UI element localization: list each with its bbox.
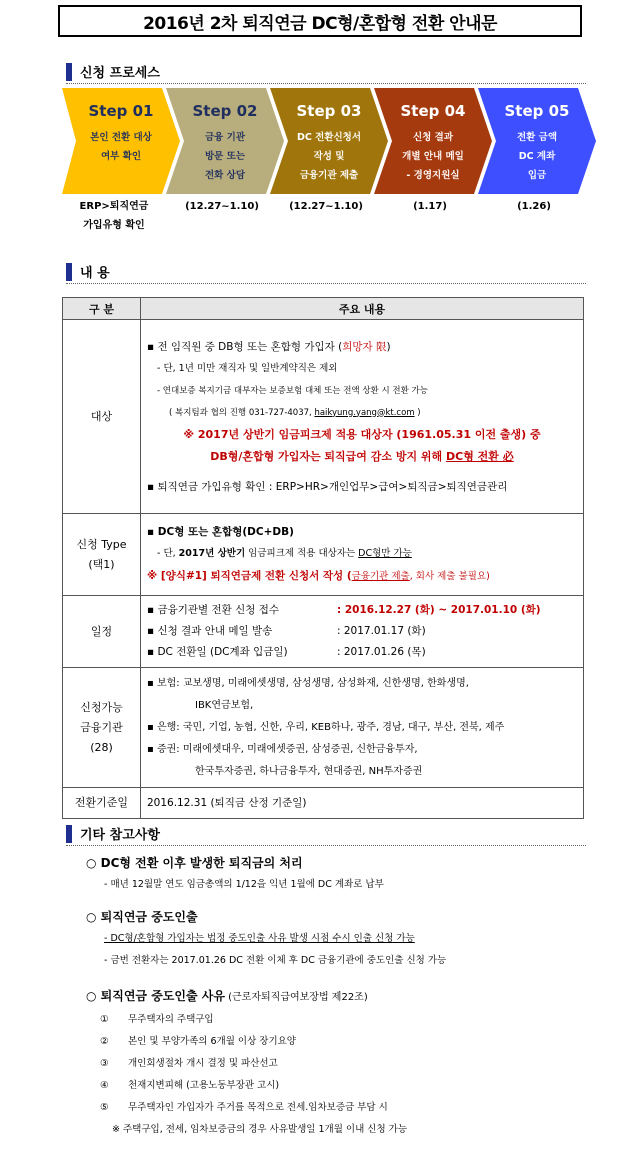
row-category <box>63 668 141 788</box>
text: DC형만 가능 <box>358 548 412 559</box>
text: : 2017.01.26 (목) <box>337 646 426 658</box>
target-line <box>147 336 577 358</box>
section-divider <box>66 845 586 846</box>
step-02-date: (12.27~1.10) <box>185 201 259 212</box>
other-heading-text: 기타 참고사항 <box>80 828 160 843</box>
other-subheading: ○ DC형 전환 이후 발생한 퇴직금의 처리 <box>86 856 303 870</box>
row-content <box>141 668 584 788</box>
schedule-row <box>147 642 577 663</box>
row-content <box>141 596 584 668</box>
other-detail: - 금번 전환자는 2017.01.26 DC 전환 이체 후 DC 금융기관에 중도인출 신청 가능 <box>104 955 447 966</box>
process-heading-text: 신청 프로세스 <box>80 66 160 81</box>
text: 금융기관 <box>80 720 123 734</box>
text: ( 복지팀과 협의 진행 031-727-4037, <box>169 407 315 418</box>
list-number: ④ <box>100 1080 109 1091</box>
list-text: 천재지변피해 (고용노동부장관 고시) <box>128 1080 280 1091</box>
row-content <box>141 320 584 514</box>
heading-bar <box>66 263 72 281</box>
type-note <box>147 543 577 565</box>
highlight-text: 희망자 限 <box>342 340 387 353</box>
row-category: 전환기준일 <box>63 788 141 819</box>
list-number: ① <box>100 1014 109 1025</box>
target-line: ▪ 퇴직연금 가입유형 확인 : ERP>HR>개인업무>급여>퇴직금>퇴직연금관리 <box>147 480 508 493</box>
page-title <box>58 5 582 37</box>
table-row-type <box>63 514 584 596</box>
step-desc: 금융기관 제출 <box>299 170 359 181</box>
other-detail: - 매년 12월말 연도 임금총액의 1/12을 익년 1월에 DC 계좌로 납부 <box>104 879 384 890</box>
text: 금융기관 제출 <box>351 571 410 582</box>
heading-bar <box>66 63 72 81</box>
list-text: 개인회생절차 개시 결정 및 파산선고 <box>128 1058 278 1069</box>
table-header-category: 구 분 <box>63 298 141 320</box>
text: 2017년 상반기 <box>178 548 246 559</box>
list-item <box>86 1075 407 1097</box>
table-row-schedule <box>63 596 584 668</box>
step-desc: 전화 상담 <box>204 170 245 181</box>
target-note: - 연대보증 복지기금 대부자는 보증보험 대체 또는 전액 상환 시 전환 가능 <box>157 385 428 396</box>
section-divider <box>66 283 586 284</box>
list-item <box>86 1009 407 1031</box>
other-detail: - DC형/혼합형 가입자는 법정 중도인출 사유 발생 시점 수시 인출 신청 가능 <box>104 933 415 944</box>
schedule-row <box>147 621 577 642</box>
institution-line: ▪ 증권: 미래에셋대우, 미래에셋증권, 삼성증권, 신한금융투자, <box>147 743 418 755</box>
list-number: ⑤ <box>100 1102 109 1113</box>
list-number: ③ <box>100 1058 109 1069</box>
row-category <box>63 514 141 596</box>
list-item <box>86 1097 407 1119</box>
step-desc: 작성 및 <box>313 151 345 162</box>
text: : 2017.01.17 (화) <box>337 625 426 637</box>
step-desc: 본인 전환 대상 <box>90 132 152 143</box>
row-category: 일정 <box>63 596 141 668</box>
step-desc: 여부 확인 <box>100 151 141 162</box>
step-01-date <box>62 197 166 235</box>
step-desc: 입금 <box>527 170 547 181</box>
step-04 <box>374 88 492 194</box>
other-section-2 <box>86 906 446 972</box>
text: ▪ DC 전환일 (DC계좌 입금일) <box>147 646 288 658</box>
schedule-row <box>147 600 577 621</box>
list-number: ② <box>100 1036 109 1047</box>
page-title-text: 2016년 2차 퇴직연금 DC형/혼합형 전환 안내문 <box>143 13 497 34</box>
table-row-basis <box>63 788 584 819</box>
step-desc: 신청 결과 <box>412 132 453 143</box>
text: (28) <box>90 740 113 754</box>
step-desc: - 경영지원실 <box>406 170 460 181</box>
text: 신청가능 <box>80 700 123 714</box>
content-heading-text: 내 용 <box>80 266 110 281</box>
step-date-line: ERP>퇴직연금 <box>79 201 149 212</box>
step-label: Step 01 <box>88 102 154 120</box>
text: , 회사 제출 불필요) <box>409 571 490 582</box>
table-header-content: 주요 내용 <box>141 298 584 320</box>
step-02 <box>166 88 284 194</box>
content-table <box>62 297 584 819</box>
list-item <box>86 1031 407 1053</box>
list-text: 무주택자의 주택구입 <box>128 1014 214 1025</box>
other-heading <box>66 824 160 843</box>
text: 신청 Type <box>76 537 127 551</box>
process-steps <box>62 88 602 194</box>
step-label: Step 03 <box>296 102 362 120</box>
step-05-date: (1.26) <box>517 201 551 212</box>
text: ▪ 금융기관별 전환 신청 접수 <box>147 604 280 616</box>
other-subheading <box>86 985 407 1009</box>
other-note: ※ 주택구입, 전세, 임차보증금의 경우 사유발생일 1개월 이내 신청 가능 <box>112 1124 408 1135</box>
step-label: Step 04 <box>400 102 466 120</box>
step-04-date: (1.17) <box>413 201 447 212</box>
text: ) <box>414 407 421 418</box>
step-03 <box>270 88 388 194</box>
list-item <box>86 1053 407 1075</box>
institution-line: IBK연금보험, <box>195 699 254 711</box>
step-03-date: (12.27~1.10) <box>289 201 363 212</box>
highlight-text: DC형 전환 必 <box>446 449 514 463</box>
type-warning <box>147 565 577 588</box>
text: (택1) <box>88 557 115 571</box>
table-row-institutions <box>63 668 584 788</box>
step-date-line: 가입유형 확인 <box>83 220 145 231</box>
table-row-target <box>63 320 584 514</box>
text: DB형/혼합형 가입자는 퇴직급여 감소 방지 위해 <box>210 449 447 463</box>
institution-line: 한국투자증권, 하나금융투자, 현대증권, NH투자증권 <box>195 765 423 777</box>
text: (근로자퇴직급여보장법 제22조) <box>224 992 368 1003</box>
target-note: - 단, 1년 미만 재직자 및 일반계약직은 제외 <box>157 362 338 374</box>
text: 임금피크제 적용 대상자는 <box>245 548 359 559</box>
step-desc: DC 전환신청서 <box>296 132 362 143</box>
other-section-3 <box>86 985 407 1141</box>
text: - 단, <box>157 548 179 559</box>
institution-line: ▪ 보험: 교보생명, 미래에셋생명, 삼성생명, 삼성화재, 신한생명, 한화생명, <box>147 677 469 689</box>
step-label: Step 02 <box>192 102 258 120</box>
row-content <box>141 514 584 596</box>
text: ▪ 신청 결과 안내 메일 발송 <box>147 625 273 637</box>
text: : 2016.12.27 (화) ~ 2017.01.10 (화) <box>337 604 541 616</box>
row-category: 대상 <box>63 320 141 514</box>
type-line: ▪ DC형 또는 혼합형(DC+DB) <box>147 526 294 538</box>
text: ○ 퇴직연금 중도인출 사유 <box>86 989 225 1003</box>
step-desc: 개별 안내 메일 <box>402 151 464 162</box>
step-05 <box>478 88 596 194</box>
heading-bar <box>66 825 72 843</box>
other-section-1 <box>86 852 384 896</box>
process-heading <box>66 62 160 81</box>
target-contact <box>147 402 577 424</box>
text: ) <box>386 340 391 353</box>
step-desc: 방문 또는 <box>204 151 245 162</box>
step-desc: 전환 금액 <box>516 132 557 143</box>
section-divider <box>66 83 586 84</box>
row-content: 2016.12.31 (퇴직금 산정 기준일) <box>141 788 584 819</box>
list-text: 무주택자인 가입자가 주거를 목적으로 전세.임차보증금 부담 시 <box>128 1102 388 1113</box>
text: ▪ 전 임직원 중 DB형 또는 혼합형 가입자 ( <box>147 340 343 353</box>
table-header-row <box>63 298 584 320</box>
step-label: Step 05 <box>504 102 570 120</box>
step-01 <box>62 88 180 194</box>
content-heading <box>66 262 110 281</box>
warning-line: ※ 2017년 상반기 임금피크제 적용 대상자 (1961.05.31 이전 출생) 중 <box>183 427 541 441</box>
email-link[interactable]: haikyung.yang@kt.com <box>314 407 415 418</box>
text: ※ [양식#1] 퇴직연금제 전환 신청서 작성 ( <box>147 570 352 582</box>
step-desc: DC 계좌 <box>518 151 556 162</box>
other-subheading: ○ 퇴직연금 중도인출 <box>86 910 198 924</box>
step-desc: 금융 기관 <box>204 132 245 143</box>
institution-line: ▪ 은행: 국민, 기업, 농협, 신한, 우리, KEB하나, 광주, 경남, 대구, 부산, 전북, 제주 <box>147 721 505 733</box>
list-text: 본인 및 부양가족의 6개월 이상 장기요양 <box>128 1036 296 1047</box>
warning-line <box>147 446 577 468</box>
